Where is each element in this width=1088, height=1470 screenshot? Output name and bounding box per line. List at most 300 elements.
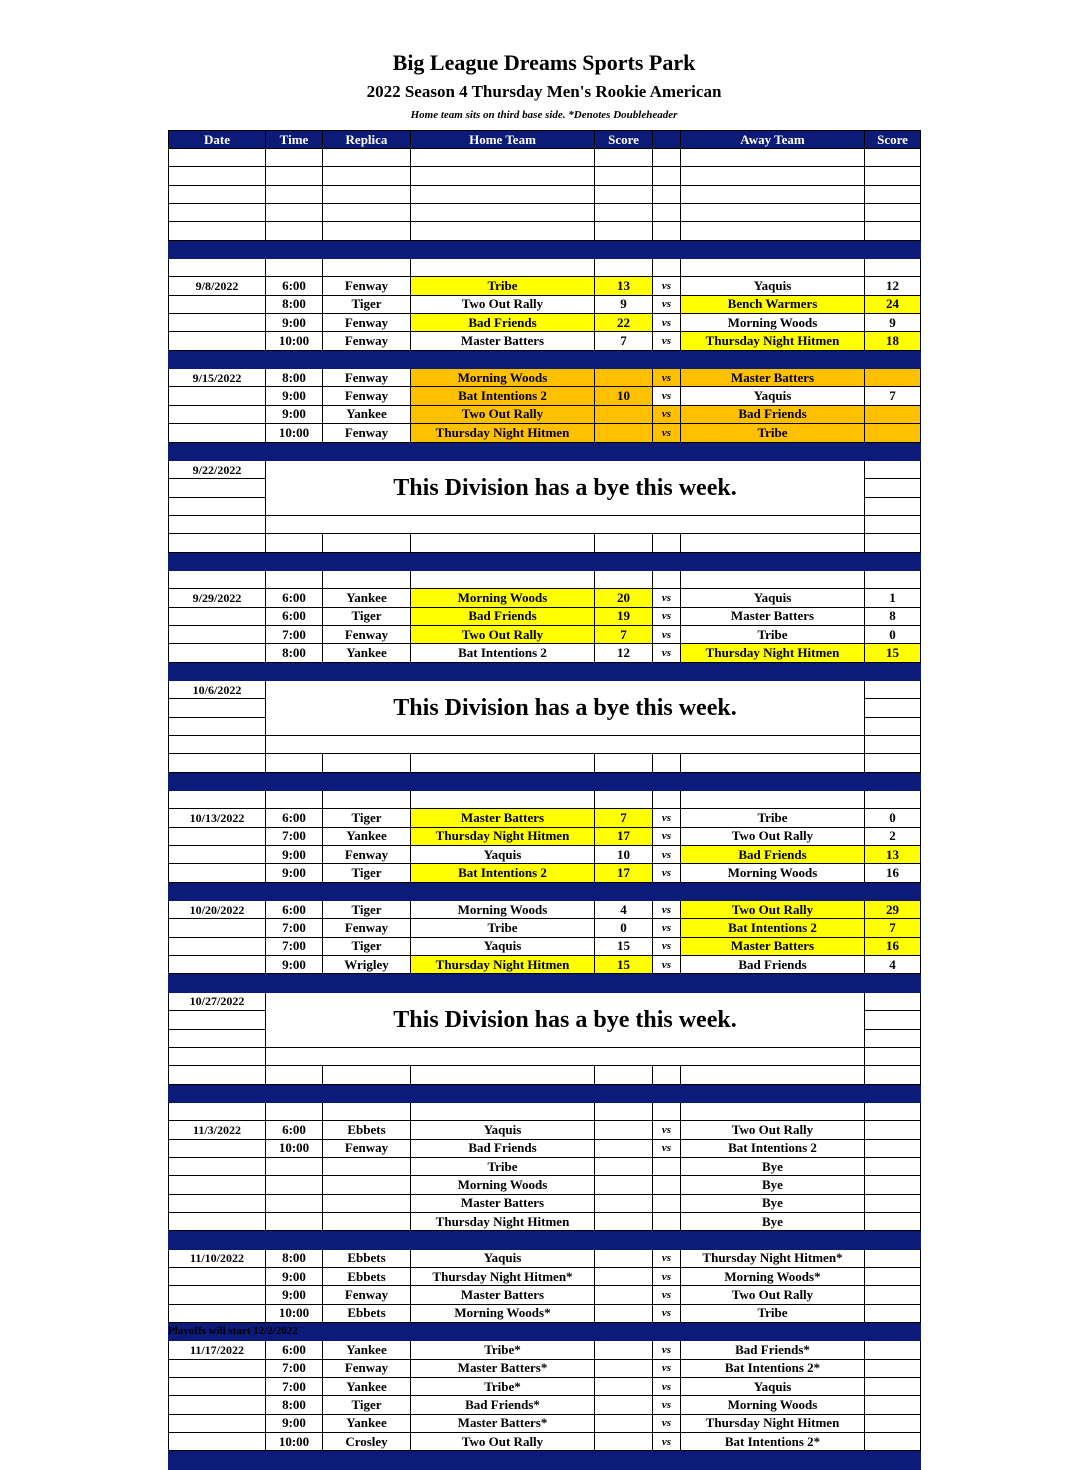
away-team-cell: Bat Intentions 2 xyxy=(681,1139,865,1157)
separator-cell xyxy=(595,1323,653,1341)
game-row xyxy=(169,1359,921,1377)
away-score-cell: 12 xyxy=(865,277,921,295)
empty-row xyxy=(169,754,921,772)
separator-cell xyxy=(323,552,411,570)
separator-cell xyxy=(411,1451,595,1469)
separator-cell xyxy=(323,1231,411,1249)
empty-cell xyxy=(653,1066,681,1084)
vs-cell: vs xyxy=(653,314,681,332)
separator-cell xyxy=(323,772,411,790)
col-home-team: Home Team xyxy=(411,131,595,149)
home-team-cell: Master Batters xyxy=(411,1194,595,1212)
empty-cell xyxy=(865,259,921,277)
empty-cell xyxy=(865,1011,921,1029)
time-cell: 6:00 xyxy=(266,1121,323,1139)
empty-cell xyxy=(865,736,921,754)
home-score-cell xyxy=(595,1286,653,1304)
empty-cell xyxy=(266,736,865,754)
away-team-cell: Bye xyxy=(681,1176,865,1194)
away-score-cell: 0 xyxy=(865,625,921,643)
home-score-cell xyxy=(595,1139,653,1157)
empty-cell xyxy=(411,1102,595,1120)
empty-cell xyxy=(169,1102,266,1120)
empty-cell xyxy=(681,534,865,552)
home-team-cell: Yaquis xyxy=(411,937,595,955)
time-cell xyxy=(266,1194,323,1212)
empty-cell xyxy=(865,1029,921,1047)
empty-cell xyxy=(865,185,921,203)
col-time: Time xyxy=(266,131,323,149)
vs-cell: vs xyxy=(653,424,681,442)
game-row xyxy=(169,277,921,295)
away-score-cell: 8 xyxy=(865,607,921,625)
bye-message: This Division has a bye this week. xyxy=(266,680,865,735)
replica-cell: Tiger xyxy=(323,937,411,955)
empty-row xyxy=(169,167,921,185)
empty-cell xyxy=(595,167,653,185)
bye-week-row xyxy=(169,515,921,533)
empty-cell xyxy=(595,185,653,203)
time-cell: 8:00 xyxy=(266,295,323,313)
empty-cell xyxy=(865,222,921,240)
vs-cell: vs xyxy=(653,937,681,955)
separator-cell xyxy=(595,1451,653,1469)
away-team-cell: Bat Intentions 2* xyxy=(681,1359,865,1377)
empty-cell xyxy=(865,754,921,772)
date-cell xyxy=(169,1359,266,1377)
replica-cell: Wrigley xyxy=(323,956,411,974)
empty-cell xyxy=(266,1102,323,1120)
col-vs xyxy=(653,131,681,149)
empty-cell xyxy=(653,167,681,185)
vs-cell: vs xyxy=(653,1341,681,1359)
away-team-cell: Morning Woods xyxy=(681,314,865,332)
col-away-team: Away Team xyxy=(681,131,865,149)
empty-cell xyxy=(865,204,921,222)
time-cell: 9:00 xyxy=(266,846,323,864)
separator-cell xyxy=(266,1231,323,1249)
separator-cell xyxy=(865,772,921,790)
empty-cell xyxy=(266,259,323,277)
away-score-cell: 13 xyxy=(865,846,921,864)
empty-cell xyxy=(865,149,921,167)
empty-row xyxy=(169,1066,921,1084)
date-cell xyxy=(169,864,266,882)
date-cell: 9/22/2022 xyxy=(169,460,266,478)
date-cell xyxy=(169,424,266,442)
separator-cell xyxy=(323,1451,411,1469)
separator-cell xyxy=(595,662,653,680)
home-team-cell: Thursday Night Hitmen* xyxy=(411,1267,595,1285)
vs-cell: vs xyxy=(653,1378,681,1396)
time-cell: 6:00 xyxy=(266,1341,323,1359)
away-score-cell xyxy=(865,1176,921,1194)
date-cell xyxy=(169,625,266,643)
replica-cell: Fenway xyxy=(323,387,411,405)
vs-cell xyxy=(653,1194,681,1212)
time-cell xyxy=(266,1212,323,1230)
home-score-cell: 22 xyxy=(595,314,653,332)
empty-cell xyxy=(169,167,266,185)
home-team-cell: Yaquis xyxy=(411,846,595,864)
replica-cell: Yankee xyxy=(323,589,411,607)
away-score-cell xyxy=(865,1194,921,1212)
date-cell xyxy=(169,1139,266,1157)
date-cell xyxy=(169,919,266,937)
bye-week-row xyxy=(169,1047,921,1065)
game-row xyxy=(169,864,921,882)
away-team-cell: Bye xyxy=(681,1194,865,1212)
separator-cell xyxy=(411,552,595,570)
game-row xyxy=(169,405,921,423)
empty-cell xyxy=(653,149,681,167)
away-team-cell: Yaquis xyxy=(681,277,865,295)
separator-cell xyxy=(266,442,323,460)
empty-cell xyxy=(681,222,865,240)
empty-cell xyxy=(169,534,266,552)
game-row xyxy=(169,1304,921,1322)
separator-cell xyxy=(411,1231,595,1249)
home-score-cell: 10 xyxy=(595,387,653,405)
game-row xyxy=(169,919,921,937)
date-cell xyxy=(169,846,266,864)
home-team-cell: Master Batters xyxy=(411,1286,595,1304)
vs-cell xyxy=(653,1157,681,1175)
separator-cell xyxy=(169,240,266,258)
empty-cell xyxy=(865,534,921,552)
home-team-cell: Bad Friends xyxy=(411,1139,595,1157)
replica-cell: Ebbets xyxy=(323,1267,411,1285)
separator-cell xyxy=(865,1451,921,1469)
time-cell: 10:00 xyxy=(266,1304,323,1322)
separator-cell xyxy=(865,552,921,570)
game-row xyxy=(169,1121,921,1139)
game-row xyxy=(169,1414,921,1432)
home-team-cell: Tribe xyxy=(411,277,595,295)
separator-cell xyxy=(411,442,595,460)
separator-cell xyxy=(653,1231,681,1249)
empty-cell xyxy=(681,754,865,772)
empty-cell xyxy=(323,1102,411,1120)
empty-cell xyxy=(411,1066,595,1084)
empty-cell xyxy=(595,1102,653,1120)
week-separator xyxy=(169,662,921,680)
home-team-cell: Master Batters xyxy=(411,332,595,350)
empty-cell xyxy=(323,259,411,277)
time-cell: 9:00 xyxy=(266,314,323,332)
empty-cell xyxy=(595,1066,653,1084)
home-team-cell: Two Out Rally xyxy=(411,1433,595,1451)
game-row xyxy=(169,809,921,827)
home-score-cell xyxy=(595,1176,653,1194)
empty-row xyxy=(169,204,921,222)
away-team-cell: Two Out Rally xyxy=(681,901,865,919)
date-cell xyxy=(169,607,266,625)
away-team-cell: Bench Warmers xyxy=(681,295,865,313)
separator-cell xyxy=(411,1323,595,1341)
date-cell: 10/27/2022 xyxy=(169,992,266,1010)
away-score-cell: 7 xyxy=(865,387,921,405)
home-score-cell: 15 xyxy=(595,937,653,955)
separator-cell xyxy=(323,350,411,368)
vs-cell: vs xyxy=(653,1121,681,1139)
page-note: Home team sits on third base side. *Denotes Doubleheader xyxy=(410,109,678,121)
home-team-cell: Thursday Night Hitmen xyxy=(411,424,595,442)
date-cell xyxy=(169,1267,266,1285)
empty-cell xyxy=(595,534,653,552)
time-cell: 9:00 xyxy=(266,1267,323,1285)
home-team-cell: Morning Woods xyxy=(411,1176,595,1194)
date-cell xyxy=(169,314,266,332)
vs-cell: vs xyxy=(653,1433,681,1451)
home-score-cell xyxy=(595,1414,653,1432)
empty-cell xyxy=(411,204,595,222)
date-cell: 10/6/2022 xyxy=(169,680,266,698)
empty-cell xyxy=(595,791,653,809)
game-row xyxy=(169,1341,921,1359)
empty-cell xyxy=(266,1047,865,1065)
empty-cell xyxy=(266,791,323,809)
vs-cell: vs xyxy=(653,644,681,662)
separator-cell xyxy=(411,350,595,368)
schedule-body xyxy=(169,149,921,1470)
home-team-cell: Tribe xyxy=(411,919,595,937)
date-cell xyxy=(169,1157,266,1175)
col-date: Date xyxy=(169,131,266,149)
time-cell: 7:00 xyxy=(266,1378,323,1396)
home-team-cell: Thursday Night Hitmen xyxy=(411,956,595,974)
empty-cell xyxy=(169,204,266,222)
replica-cell: Fenway xyxy=(323,919,411,937)
separator-cell xyxy=(653,1084,681,1102)
empty-cell xyxy=(169,259,266,277)
away-score-cell xyxy=(865,424,921,442)
separator-cell xyxy=(595,552,653,570)
date-cell xyxy=(169,937,266,955)
empty-cell xyxy=(266,185,323,203)
separator-cell xyxy=(411,882,595,900)
time-cell: 8:00 xyxy=(266,1249,323,1267)
home-team-cell: Two Out Rally xyxy=(411,405,595,423)
empty-cell xyxy=(411,167,595,185)
vs-cell: vs xyxy=(653,956,681,974)
empty-cell xyxy=(865,717,921,735)
away-score-cell xyxy=(865,1414,921,1432)
time-cell: 6:00 xyxy=(266,277,323,295)
empty-cell xyxy=(595,570,653,588)
time-cell: 8:00 xyxy=(266,644,323,662)
empty-row xyxy=(169,185,921,203)
empty-cell xyxy=(865,1047,921,1065)
empty-cell xyxy=(323,754,411,772)
bye-message: This Division has a bye this week. xyxy=(266,460,865,515)
separator-cell xyxy=(865,974,921,992)
game-row xyxy=(169,589,921,607)
home-score-cell xyxy=(595,1433,653,1451)
game-row xyxy=(169,1157,921,1175)
home-team-cell: Morning Woods* xyxy=(411,1304,595,1322)
home-score-cell: 9 xyxy=(595,295,653,313)
home-team-cell: Morning Woods xyxy=(411,901,595,919)
separator-cell xyxy=(681,240,865,258)
away-score-cell: 4 xyxy=(865,956,921,974)
away-team-cell: Bad Friends xyxy=(681,846,865,864)
separator-cell xyxy=(681,662,865,680)
empty-cell xyxy=(653,222,681,240)
empty-cell xyxy=(653,204,681,222)
replica-cell: Yankee xyxy=(323,827,411,845)
replica-cell: Fenway xyxy=(323,424,411,442)
separator-cell xyxy=(266,240,323,258)
date-cell xyxy=(169,956,266,974)
home-team-cell: Bad Friends* xyxy=(411,1396,595,1414)
empty-cell xyxy=(266,570,323,588)
empty-cell xyxy=(595,259,653,277)
away-score-cell: 16 xyxy=(865,937,921,955)
empty-cell xyxy=(169,570,266,588)
empty-cell xyxy=(681,204,865,222)
time-cell: 6:00 xyxy=(266,809,323,827)
empty-cell xyxy=(169,1066,266,1084)
home-score-cell xyxy=(595,424,653,442)
replica-cell: Fenway xyxy=(323,332,411,350)
empty-cell xyxy=(169,699,266,717)
empty-row xyxy=(169,259,921,277)
away-score-cell xyxy=(865,1396,921,1414)
away-team-cell: Thursday Night Hitmen* xyxy=(681,1249,865,1267)
away-team-cell: Two Out Rally xyxy=(681,827,865,845)
away-team-cell: Yaquis xyxy=(681,589,865,607)
empty-cell xyxy=(865,680,921,698)
separator-cell xyxy=(865,882,921,900)
time-cell: 9:00 xyxy=(266,864,323,882)
vs-cell: vs xyxy=(653,277,681,295)
home-team-cell: Morning Woods xyxy=(411,589,595,607)
home-team-cell: Bad Friends xyxy=(411,607,595,625)
replica-cell: Yankee xyxy=(323,1378,411,1396)
home-team-cell: Master Batters* xyxy=(411,1359,595,1377)
home-team-cell: Thursday Night Hitmen xyxy=(411,827,595,845)
vs-cell xyxy=(653,1176,681,1194)
bye-week-row xyxy=(169,736,921,754)
empty-cell xyxy=(323,185,411,203)
away-team-cell: Morning Woods* xyxy=(681,1267,865,1285)
separator-cell xyxy=(865,240,921,258)
empty-cell xyxy=(681,570,865,588)
date-cell xyxy=(169,405,266,423)
date-cell xyxy=(169,827,266,845)
separator-cell xyxy=(266,974,323,992)
home-team-cell: Thursday Night Hitmen xyxy=(411,1212,595,1230)
bye-week-row xyxy=(169,460,921,478)
away-team-cell: Tribe xyxy=(681,809,865,827)
time-cell: 6:00 xyxy=(266,589,323,607)
separator-cell xyxy=(681,882,865,900)
vs-cell xyxy=(653,1212,681,1230)
week-separator xyxy=(169,442,921,460)
empty-cell xyxy=(323,791,411,809)
home-score-cell: 12 xyxy=(595,644,653,662)
empty-cell xyxy=(169,1011,266,1029)
separator-cell xyxy=(653,974,681,992)
separator-cell xyxy=(266,350,323,368)
vs-cell: vs xyxy=(653,295,681,313)
week-separator xyxy=(169,1231,921,1249)
col-replica: Replica xyxy=(323,131,411,149)
footer-note: Playoffs will start 12/2/2022 xyxy=(168,1325,298,1337)
separator-cell xyxy=(681,974,865,992)
away-score-cell: 16 xyxy=(865,864,921,882)
empty-cell xyxy=(653,185,681,203)
separator-cell xyxy=(169,882,266,900)
empty-cell xyxy=(169,185,266,203)
separator-cell xyxy=(266,662,323,680)
vs-cell: vs xyxy=(653,589,681,607)
time-cell: 9:00 xyxy=(266,1414,323,1432)
home-score-cell xyxy=(595,369,653,387)
empty-row xyxy=(169,149,921,167)
vs-cell: vs xyxy=(653,1304,681,1322)
replica-cell: Tiger xyxy=(323,295,411,313)
vs-cell: vs xyxy=(653,1267,681,1285)
time-cell: 9:00 xyxy=(266,1286,323,1304)
home-team-cell: Master Batters* xyxy=(411,1414,595,1432)
header-row xyxy=(169,131,921,149)
separator-cell xyxy=(411,772,595,790)
away-team-cell: Two Out Rally xyxy=(681,1121,865,1139)
empty-cell xyxy=(323,534,411,552)
empty-cell xyxy=(595,222,653,240)
game-row xyxy=(169,1396,921,1414)
separator-cell xyxy=(653,240,681,258)
away-score-cell xyxy=(865,1157,921,1175)
replica-cell: Fenway xyxy=(323,1359,411,1377)
vs-cell: vs xyxy=(653,919,681,937)
empty-cell xyxy=(595,754,653,772)
away-score-cell xyxy=(865,1267,921,1285)
away-team-cell: Two Out Rally xyxy=(681,1286,865,1304)
replica-cell: Tiger xyxy=(323,809,411,827)
empty-cell xyxy=(865,479,921,497)
separator-cell xyxy=(323,662,411,680)
time-cell xyxy=(266,1176,323,1194)
empty-cell xyxy=(681,185,865,203)
home-score-cell: 13 xyxy=(595,277,653,295)
home-score-cell xyxy=(595,1212,653,1230)
away-score-cell: 9 xyxy=(865,314,921,332)
page-subtitle: 2022 Season 4 Thursday Men's Rookie American xyxy=(366,82,722,101)
replica-cell: Ebbets xyxy=(323,1121,411,1139)
game-row xyxy=(169,956,921,974)
empty-cell xyxy=(865,570,921,588)
date-cell xyxy=(169,1212,266,1230)
replica-cell: Tiger xyxy=(323,901,411,919)
date-cell xyxy=(169,1433,266,1451)
empty-row xyxy=(169,791,921,809)
empty-cell xyxy=(681,1066,865,1084)
empty-cell xyxy=(865,791,921,809)
home-score-cell: 17 xyxy=(595,864,653,882)
away-team-cell: Bat Intentions 2 xyxy=(681,919,865,937)
separator-cell xyxy=(681,1084,865,1102)
separator-cell xyxy=(595,240,653,258)
separator-cell xyxy=(323,240,411,258)
time-cell: 6:00 xyxy=(266,901,323,919)
vs-cell: vs xyxy=(653,1249,681,1267)
game-row xyxy=(169,314,921,332)
away-team-cell: Thursday Night Hitmen xyxy=(681,644,865,662)
time-cell: 10:00 xyxy=(266,424,323,442)
